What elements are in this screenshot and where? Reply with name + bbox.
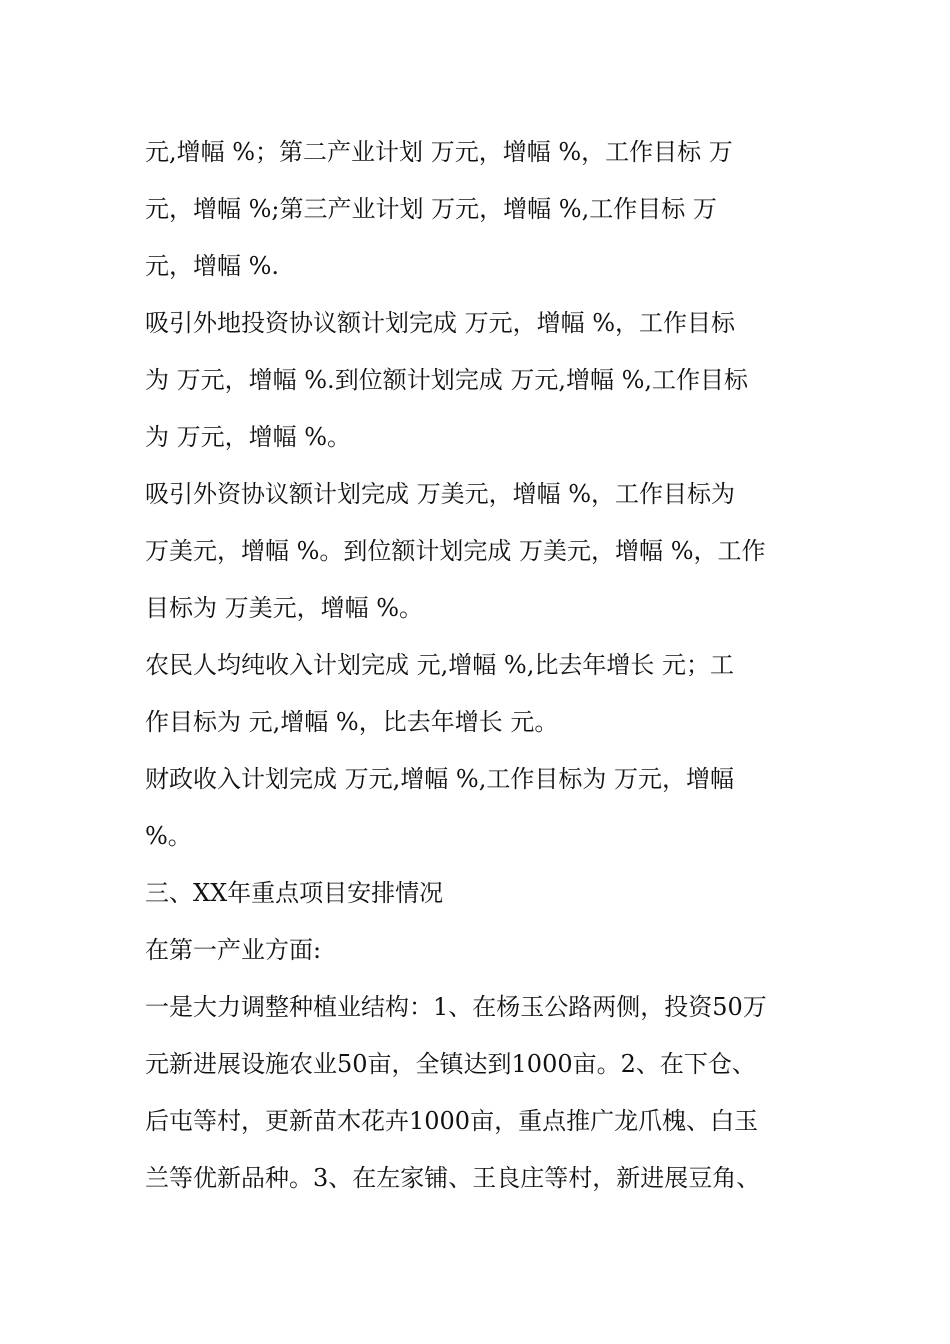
text-line: 作目标为 元,增幅 %，比去年增长 元。 [145,708,559,736]
text-line: 吸引外资协议额计划完成 万美元，增幅 %，工作目标为 [145,480,736,508]
text-line: 兰等优新品种。3、在左家铺、王良庄等村，新进展豆角、 [145,1164,761,1192]
text-line: 元,增幅 %；第二产业计划 万元，增幅 %，工作目标 万 [145,138,733,166]
text-line: 为 万元，增幅 %.到位额计划完成 万元,增幅 %,工作目标 [145,366,749,394]
text-line: 万美元，增幅 %。到位额计划完成 万美元，增幅 %，工作 [145,537,766,565]
text-line: 财政收入计划完成 万元,增幅 %,工作目标为 万元，增幅 [145,765,734,793]
paragraph-planting-structure [145,979,807,1207]
subsection-heading-text: 在第一产业方面: [145,936,322,964]
paragraph-industry-targets [145,124,807,295]
text-line: %。 [145,822,192,850]
paragraph-domestic-investment [145,295,807,466]
text-line: 农民人均纯收入计划完成 元,增幅 %,比去年增长 元；工 [145,651,734,679]
subsection-heading [145,922,807,979]
text-line: 一是大力调整种植业结构：1、在杨玉公路两侧，投资50万 [145,993,767,1021]
paragraph-fiscal-revenue [145,751,807,865]
text-line: 吸引外地投资协议额计划完成 万元，增幅 %，工作目标 [145,309,736,337]
text-line: 元新进展设施农业50亩，全镇达到1000亩。2、在下仓、 [145,1050,756,1078]
section-heading [145,865,807,922]
text-line: 为 万元，增幅 %。 [145,423,352,451]
document-body [145,124,807,1207]
text-line: 后屯等村，更新苗木花卉1000亩，重点推广龙爪槐、白玉 [145,1107,759,1135]
text-line: 目标为 万美元，增幅 %。 [145,594,424,622]
paragraph-foreign-investment [145,466,807,637]
text-line: 元，增幅 %;第三产业计划 万元，增幅 %,工作目标 万 [145,195,717,223]
text-line: 元，增幅 %. [145,252,280,280]
paragraph-farmer-income [145,637,807,751]
section-heading-text: 三、XX年重点项目安排情况 [145,879,444,907]
